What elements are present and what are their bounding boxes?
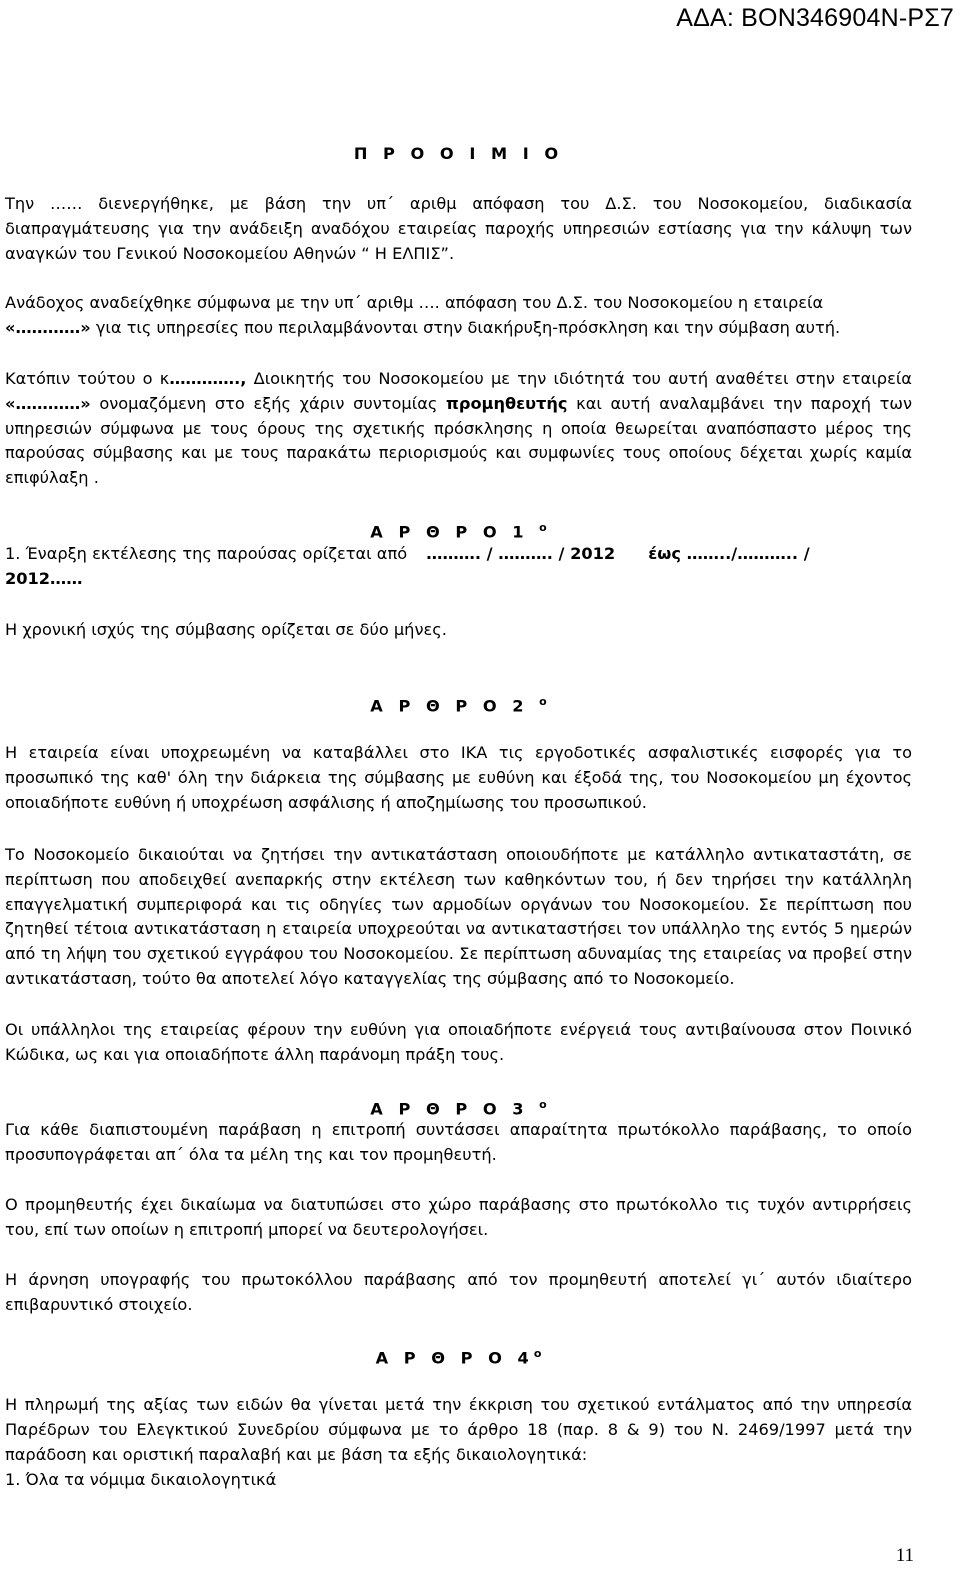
article-1-date-from: ………. / ………. / 2012 bbox=[426, 544, 616, 563]
article-2-title-text: Α Ρ Θ Ρ Ο 2 bbox=[370, 696, 529, 716]
company-placeholder: «…………» bbox=[5, 393, 91, 413]
article-4-item-1: 1. Όλα τα νόμιμα δικαιολογητικά bbox=[5, 1470, 277, 1489]
preamble-p3-text-c: Διοικητής του Νοσοκομείου με την ιδιότητά του αυτή αναθέτει στην εταιρεία bbox=[246, 369, 912, 388]
article-1-validity: Η χρονική ισχύς της σύμβασης ορίζεται σε δύο μήνες. bbox=[5, 620, 447, 639]
article-3-paragraph-2: Ο προμηθευτής έχει δικαίωμα να διατυπώσει στο χώρο παράβασης στο πρωτόκολλο τις τυχόν αντιρρήσεις του, επί των οποίων η επιτροπή μπορεί να δευτερολογήσει. bbox=[5, 1195, 912, 1239]
preamble-p3-text-e: ονομαζόμενη στο εξής χάριν συντομίας bbox=[90, 393, 447, 413]
preamble-p3-text-a: Κατόπιν τούτου ο κ bbox=[5, 369, 170, 388]
article-4-sup: ο bbox=[533, 1347, 542, 1360]
article-2-paragraph-2: Το Νοσοκομείο δικαιούται να ζητήσει την αντικατάσταση οποιουδήποτε με κατάλληλο αντικαταστάτη, σε περίπτωση που αποδειχθεί ανεπαρκής στην εκτέλεση των καθηκόντων του, ή δεν τηρήσει την κατάλληλη επαγγελματική συμπεριφορά και τις οδηγίες των αρμοδίων οργάνων του Νοσοκομείου. Σε περίπτωση που ζητηθεί τέτοια αντικατάσταση η εταιρεία υποχρεούται να αντικαταστήσει τον υπάλληλο της εντός 5 ημερών από τη λήψη του σχετικού εγγράφου του Νοσοκομείου. Σε περίπτωση αδυναμίας της εταιρείας να προβεί στην αντικατάσταση, τούτο θα αποτελεί λόγο καταγγελίας της σύμβασης από το Νοσοκομείο. bbox=[5, 845, 912, 988]
article-3-title-text: Α Ρ Θ Ρ Ο 3 bbox=[370, 1099, 529, 1119]
article-4-paragraph-1: Η πληρωμή της αξίας των ειδών θα γίνεται μετά την έκκριση του σχετικού εντάλματος από την υπηρεσία Παρέδρων του Ελεγκτικού Συνεδρίου σύμφωνα με το άρθρο 18 (παρ. 8 & 9) του Ν. 2469/1997 μετά την παράδοση και οριστική παραλαβή και με βάση τα εξής δικαιολογητικά: bbox=[5, 1395, 912, 1464]
article-2-sup: ο bbox=[539, 695, 547, 708]
article-1-date-to: έως ……../……….. / bbox=[648, 544, 810, 563]
article-1-line-a: 1. Έναρξη εκτέλεσης της παρούσας ορίζεται από bbox=[5, 544, 408, 563]
director-placeholder: …………., bbox=[169, 369, 247, 388]
article-3-paragraph-1: Για κάθε διαπιστουμένη παράβαση η επιτροπή συντάσσει απαραίτητα πρωτόκολλο παράβασης, το οποίο προσυπογράφεται απ΄ όλα τα μέλη της και τον προμηθευτή. bbox=[5, 1120, 912, 1164]
article-2-paragraph-3: Οι υπάλληλοι της εταιρείας φέρουν την ευθύνη για οποιαδήποτε ενέργειά τους αντιβαίνουσα στον Ποινικό Κώδικα, ως και για οποιαδήποτε άλλη παράνομη πράξη τους. bbox=[5, 1020, 912, 1064]
page-number: 11 bbox=[895, 1545, 914, 1566]
preamble-paragraph-2 bbox=[5, 291, 912, 341]
article-2-title bbox=[5, 690, 912, 719]
article-1-sup: ο bbox=[539, 521, 547, 534]
preamble-title: Π Ρ Ο Ο Ι Μ Ι Ο bbox=[353, 144, 564, 163]
article-1-start-date bbox=[5, 542, 912, 592]
contractor-placeholder: «…………» bbox=[5, 317, 91, 337]
article-1-title bbox=[5, 516, 912, 545]
article-4-title bbox=[5, 1342, 912, 1371]
preamble-p2-text-c: για τις υπηρεσίες που περιλαμβάνονται στην διακήρυξη-πρόσκληση και την σύμβαση αυτή. bbox=[90, 317, 841, 337]
preamble-p2-text-a: Ανάδοχος αναδείχθηκε σύμφωνα με την υπ΄ αριθμ …. απόφαση του Δ.Σ. του Νοσοκομείου η εταιρεία bbox=[5, 293, 824, 312]
article-3-paragraph-3: Η άρνηση υπογραφής του πρωτοκόλλου παράβασης από τον προμηθευτή αποτελεί γι΄ αυτόν ιδιαίτερο επιβαρυντικό στοιχείο. bbox=[5, 1270, 912, 1314]
ada-code: ΑΔΑ: ΒΟΝ346904Ν-ΡΣ7 bbox=[676, 4, 954, 32]
article-2-paragraph-1: Η εταιρεία είναι υποχρεωμένη να καταβάλλει στο ΙΚΑ τις εργοδοτικές ασφαλιστικές εισφορές για το προσωπικό της καθ' όλη την διάρκεια της σύμβασης με ευθύνη και έξοδά της, του Νοσοκομείου μη έχοντος οποιαδήποτε ευθύνη ή υποχρέωση ασφάλισης ή αποζημίωσης του προσωπικού. bbox=[5, 743, 912, 812]
preamble-paragraph-3 bbox=[5, 367, 912, 491]
supplier-term: προμηθευτής bbox=[446, 393, 568, 413]
article-1-title-text: Α Ρ Θ Ρ Ο 1 bbox=[370, 522, 529, 542]
article-1-date-year: 2012…… bbox=[5, 568, 83, 588]
article-4-title-text: Α Ρ Θ Ρ Ο 4 bbox=[375, 1348, 534, 1368]
preamble-paragraph-1: Την …… διενεργήθηκε, με βάση την υπ΄ αριθμ απόφαση του Δ.Σ. του Νοσοκομείου, διαδικασία διαπραγμάτευσης για την ανάδειξη αναδόχου εταιρείας παροχής υπηρεσιών εστίασης για την κάλυψη των αναγκών του Γενικού Νοσοκομείου Αθηνών “ Η ΕΛΠΙΣ”. bbox=[5, 194, 912, 263]
preamble-p3-text-g: και αυτή αναλαμβάνει την παροχή των υπηρεσιών σύμφωνα με τους όρους της σχετικής πρόσκλησης η οποία θεωρείται αναπόσπαστο μέρος της παρούσας σύμβασης και με τους παρακάτω περιορισμούς και συμφωνίες τους οποίους δέχεται χωρίς καμία επιφύλαξη . bbox=[5, 393, 913, 488]
article-3-sup: ο bbox=[539, 1098, 547, 1111]
